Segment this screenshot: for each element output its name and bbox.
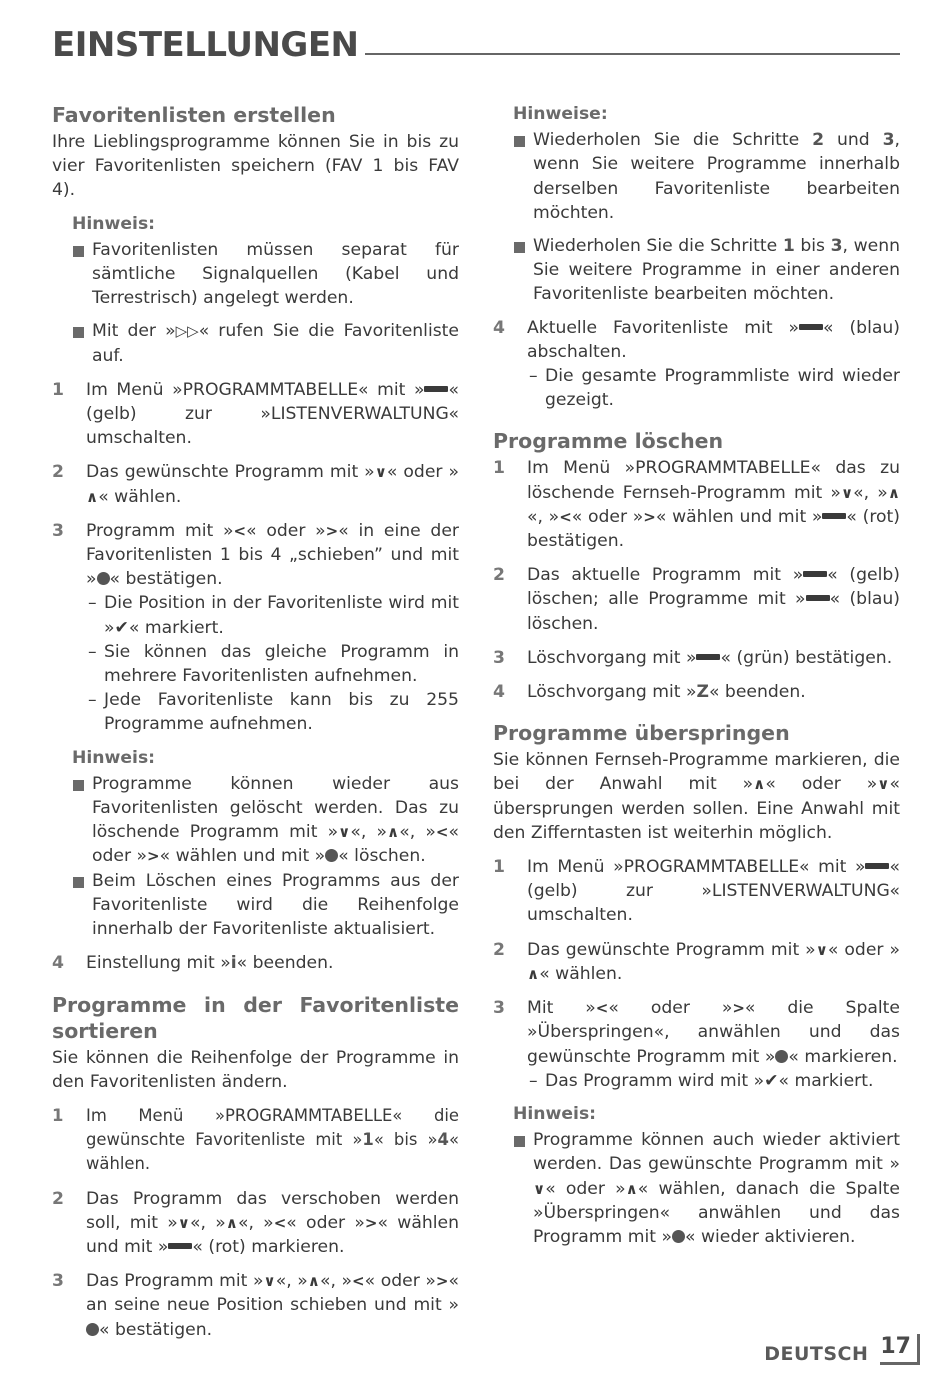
chevron-down-icon: ∨: [877, 775, 890, 794]
section-title-delete: Programme löschen: [493, 429, 724, 454]
bullet-square-icon: [73, 780, 84, 791]
ok-button-icon: [86, 1323, 99, 1336]
step-number: 1: [493, 458, 505, 479]
chevron-up-icon: ∧: [625, 1179, 638, 1198]
color-button-icon: [424, 386, 448, 392]
step-item: 4 Aktuelle Favoritenliste mit » « (blau) abschalten. – Die gesamte Programmliste wird wieder gezeigt.: [493, 316, 900, 413]
dash-item: – Das Programm wird mit »✔« markiert.: [527, 1069, 900, 1093]
right-column: [493, 102, 900, 1258]
hint-item: Favoritenlisten müssen separat für sämtliche Signalquellen (Kabel und Terrestrisch) angelegt werden.: [52, 238, 459, 311]
ok-button-icon: [775, 1050, 788, 1063]
step-number: 4: [493, 682, 505, 703]
step-item: 2 Das gewünschte Programm mit »∨« oder »∧« wählen.: [52, 460, 459, 508]
ok-button-icon: [672, 1230, 685, 1243]
chevron-left-icon: <: [559, 507, 572, 526]
chevron-left-icon: <: [233, 521, 247, 540]
chevron-right-icon: >: [643, 507, 656, 526]
step-item: 2 Das gewünschte Programm mit »∨« oder »∧« wählen.: [493, 938, 900, 986]
chevron-down-icon: ∨: [840, 483, 854, 502]
step-number: 3: [52, 520, 64, 541]
hint-item: Wiederholen Sie die Schritte 1 bis 3, wenn Sie weitere Programme in einer anderen Favoritenliste bearbeiten möchten.: [493, 234, 900, 307]
chevron-right-icon: >: [364, 1213, 378, 1232]
key-4-icon: 4: [437, 1130, 449, 1150]
step-number: 2: [52, 1188, 64, 1209]
chevron-down-icon: ∨: [815, 940, 828, 959]
step-item: 3 Löschvorgang mit » « (grün) bestätigen.: [493, 646, 900, 670]
color-button-icon: [168, 1243, 192, 1249]
dash-item: – Sie können das gleiche Programm in mehrere Favoritenlisten aufnehmen.: [86, 640, 459, 688]
check-icon: ✔: [764, 1070, 779, 1091]
chevron-down-icon: ∨: [338, 823, 351, 842]
chevron-left-icon: <: [273, 1213, 287, 1232]
chevron-down-icon: ∨: [374, 463, 387, 482]
color-button-icon: [803, 571, 827, 577]
chevron-up-icon: ∧: [887, 483, 900, 502]
step-number: 1: [52, 1105, 64, 1125]
step-item: 3 Mit »<« oder »>« die Spalte »Überspringen«, anwählen und das gewünschte Programm mit » « markieren. – Das Programm wird mit »✔« markiert.: [493, 996, 900, 1093]
step-number: 4: [493, 317, 505, 338]
header-rule: [365, 53, 900, 55]
chevron-up-icon: ∧: [307, 1272, 320, 1291]
step-number: 1: [493, 857, 505, 878]
bullet-square-icon: [514, 242, 525, 253]
chevron-down-icon: ∨: [177, 1213, 190, 1232]
bullet-square-icon: [73, 246, 84, 257]
step-number: 2: [52, 462, 64, 483]
color-button-icon: [799, 324, 823, 330]
chevron-down-icon: ∨: [263, 1272, 276, 1291]
section-title-skip: Programme überspringen: [493, 721, 790, 746]
hint-title: Hinweis:: [72, 747, 156, 768]
step-item: 1 Im Menü »PROGRAMMTABELLE« mit » « (gelb) zur »LISTENVERWALTUNG« umschalten.: [493, 857, 900, 926]
chevron-up-icon: ∧: [225, 1213, 238, 1232]
chevron-right-icon: >: [325, 521, 339, 540]
page-title: EINSTELLUNGEN: [52, 25, 359, 65]
step-number: 3: [493, 647, 505, 668]
step-item: 4 Einstellung mit »i« beenden.: [52, 951, 459, 975]
check-icon: ✔: [114, 617, 129, 638]
step-number: 3: [52, 1271, 64, 1292]
info-key-icon: i: [230, 953, 237, 974]
fav-sort-intro: Sie können die Reihenfolge der Programme in den Favoritenlisten ändern.: [52, 1047, 459, 1092]
bullet-square-icon: [73, 327, 84, 338]
chevron-left-icon: <: [352, 1272, 365, 1291]
chevron-left-icon: <: [595, 999, 609, 1018]
bullet-square-icon: [514, 1136, 525, 1147]
color-button-icon: [822, 513, 846, 519]
step-item: 1 Im Menü »PROGRAMMTABELLE« die gewünschte Favoritenliste mit »1« bis »4« wählen.: [52, 1105, 459, 1174]
chevron-up-icon: ∧: [527, 964, 540, 983]
skip-intro: Sie können Fernseh-Programme markieren, die bei der Anwahl mit »∧« oder »∨« übersprungen werden sollen. Eine Anwahl mit den Zifferntasten ist weiterhin möglich.: [493, 750, 900, 843]
chevron-up-icon: ∧: [753, 775, 766, 794]
hint-item: Programme können auch wieder aktiviert werden. Das gewünschte Programm mit »∨« oder »∧« wählen, danach die Spalte »Überspringen« anwählen und das Programm mit » « wieder aktivieren.: [493, 1128, 900, 1249]
color-button-icon: [865, 863, 889, 869]
hint-title: Hinweise:: [513, 104, 608, 124]
page-footer: [764, 1334, 920, 1365]
step-item: 4 Löschvorgang mit »Z« beenden.: [493, 680, 900, 704]
bullet-square-icon: [73, 877, 84, 888]
hint-title: Hinweis:: [513, 1103, 597, 1124]
color-button-icon: [806, 595, 830, 601]
chevron-left-icon: <: [435, 823, 449, 842]
bullet-square-icon: [514, 136, 525, 147]
hint-item: Beim Löschen eines Programms aus der Favoritenliste wird die Reihenfolge innerhalb der Favoritenliste aktualisiert.: [52, 869, 459, 942]
step-number: 1: [52, 379, 64, 400]
step-number: 3: [493, 998, 505, 1019]
ok-button-icon: [97, 572, 110, 585]
left-column: [52, 102, 459, 1342]
chevron-up-icon: ∧: [86, 487, 99, 506]
dash-item: – Jede Favoritenliste kann bis zu 255 Programme aufnehmen.: [86, 688, 459, 736]
chevron-right-icon: >: [732, 999, 745, 1018]
ok-button-icon: [325, 849, 338, 862]
step-item: 1 Im Menü »PROGRAMMTABELLE« das zu löschende Fernseh-Programm mit »∨«, »∧«, »<« oder »>« wählen und mit » « (rot) bestätigen.: [493, 458, 900, 552]
hint-item: Programme können wieder aus Favoritenlisten gelöscht werden. Das zu löschende Programm mit »∨«, »∧«, »<« oder »>« wählen und mit » « löschen.: [52, 772, 459, 869]
dash-item: – Die gesamte Programmliste wird wieder gezeigt.: [527, 364, 900, 412]
step-item: 3 Programm mit »<« oder »>« in eine der Favoritenlisten 1 bis 4 „schieben” und mit » « bestätigen. – Die Position in der Favoritenliste wird mit »✔« markiert. – Sie können das gleiche Programm in mehrere Favoritenlisten aufnehmen. – Jede Favoritenliste kann bis zu 255 Programme aufnehmen.: [52, 519, 459, 737]
fav-create-intro: Ihre Lieblingsprogramme können Sie in bis zu vier Favoritenlisten speichern (FAV 1 bis FAV 4).: [52, 132, 459, 201]
step-item: 1 Im Menü »PROGRAMMTABELLE« mit » « (gelb) zur »LISTENVERWALTUNG« umschalten.: [52, 379, 459, 449]
key-1-icon: 1: [362, 1130, 374, 1150]
step-item: 3 Das Programm mit »∨«, »∧«, »<« oder »>« an seine neue Position schieben und mit »« bestätigen.: [52, 1271, 459, 1340]
step-item: 2 Das Programm das verschoben werden soll, mit »∨«, »∧«, »<« oder »>« wählen und mit » « (rot) markieren.: [52, 1188, 459, 1257]
page-number: 17: [880, 1334, 920, 1365]
hint-item: Wiederholen Sie die Schritte 2 und 3, wenn Sie weitere Programme innerhalb derselben Favoritenliste bearbeiten möchten.: [493, 128, 900, 225]
footer-language: DEUTSCH: [764, 1343, 869, 1365]
section-title-fav-sort: Programme in der Favoritenliste sortieren: [52, 992, 459, 1043]
section-title-fav-create: Favoritenlisten erstellen: [52, 103, 336, 127]
play-play-icon: ▷▷: [175, 322, 199, 341]
page-header: [52, 22, 900, 65]
chevron-right-icon: >: [147, 847, 160, 866]
step-item: 2 Das aktuelle Programm mit » « (gelb) löschen; alle Programme mit » « (blau) löschen.: [493, 565, 900, 634]
chevron-up-icon: ∧: [387, 823, 400, 842]
back-key-icon: Z: [696, 682, 709, 703]
hint-title: Hinweis:: [72, 213, 156, 234]
step-number: 4: [52, 953, 64, 974]
step-number: 2: [493, 565, 505, 586]
dash-item: – Die Position in der Favoritenliste wird mit »✔« markiert.: [86, 591, 459, 639]
step-number: 2: [493, 939, 505, 960]
chevron-down-icon: ∨: [533, 1179, 546, 1198]
color-button-icon: [696, 654, 720, 660]
chevron-right-icon: >: [435, 1272, 449, 1291]
hint-item: Mit der »▷▷« rufen Sie die Favoritenliste auf.: [52, 319, 459, 367]
